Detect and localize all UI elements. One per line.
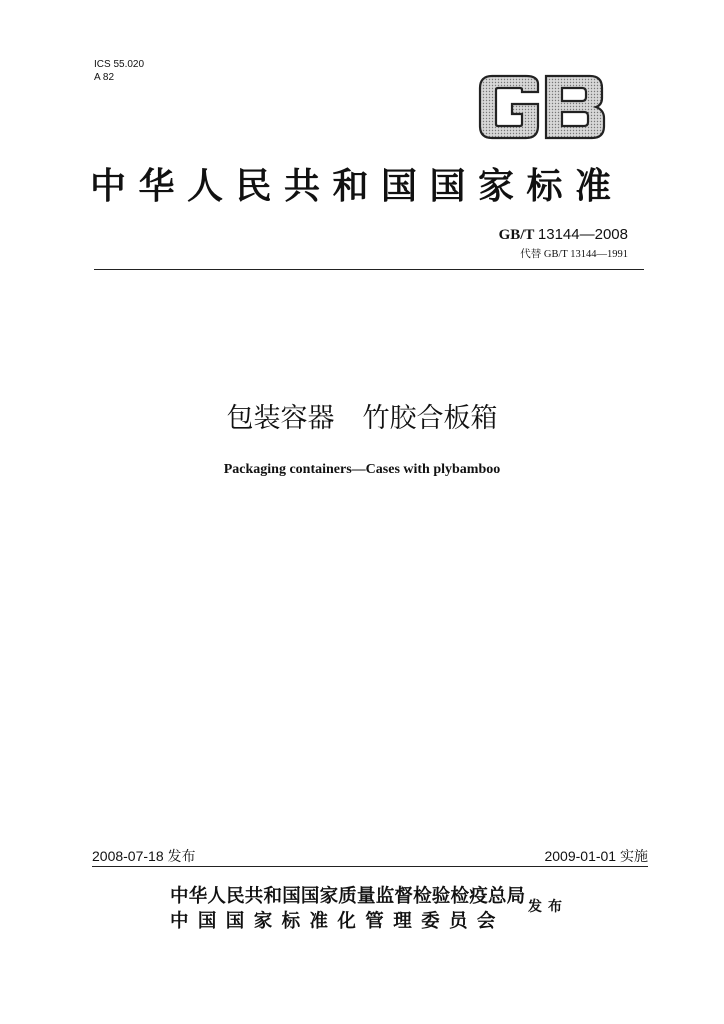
publish-label: 发布 <box>528 899 568 915</box>
issuer-line-1: 中华人民共和国国家质量监督检验检疫总局 <box>170 886 526 907</box>
replaces-standard: 代替 GB/T 13144—1991 <box>520 249 628 260</box>
category-code: A 82 <box>94 72 115 83</box>
gb-logo <box>476 72 608 142</box>
ics-code: ICS 55.020 <box>94 59 145 70</box>
classification-codes <box>94 58 144 84</box>
document-title-english: Packaging containers—Cases with plybamboo <box>223 462 501 477</box>
standard-number <box>499 226 628 244</box>
document-title-part2: 竹胶合板箱 <box>362 403 498 434</box>
header-divider <box>94 269 644 270</box>
standard-prefix: GB/T <box>498 227 535 243</box>
national-standard-title: 中华人民共和国国家标准 <box>90 165 624 207</box>
standard-number-block <box>499 226 628 261</box>
standard-number-value: 13144—2008 <box>537 226 628 243</box>
document-title-chinese <box>0 396 724 435</box>
issue-date: 2008-07-18 发布 <box>92 848 196 864</box>
issuer-line-2: 中国国家标准化管理委员会 <box>170 911 505 932</box>
footer-divider <box>92 866 648 867</box>
document-title-part1: 包装容器 <box>226 403 335 434</box>
implementation-date: 2009-01-01 实施 <box>544 848 648 864</box>
